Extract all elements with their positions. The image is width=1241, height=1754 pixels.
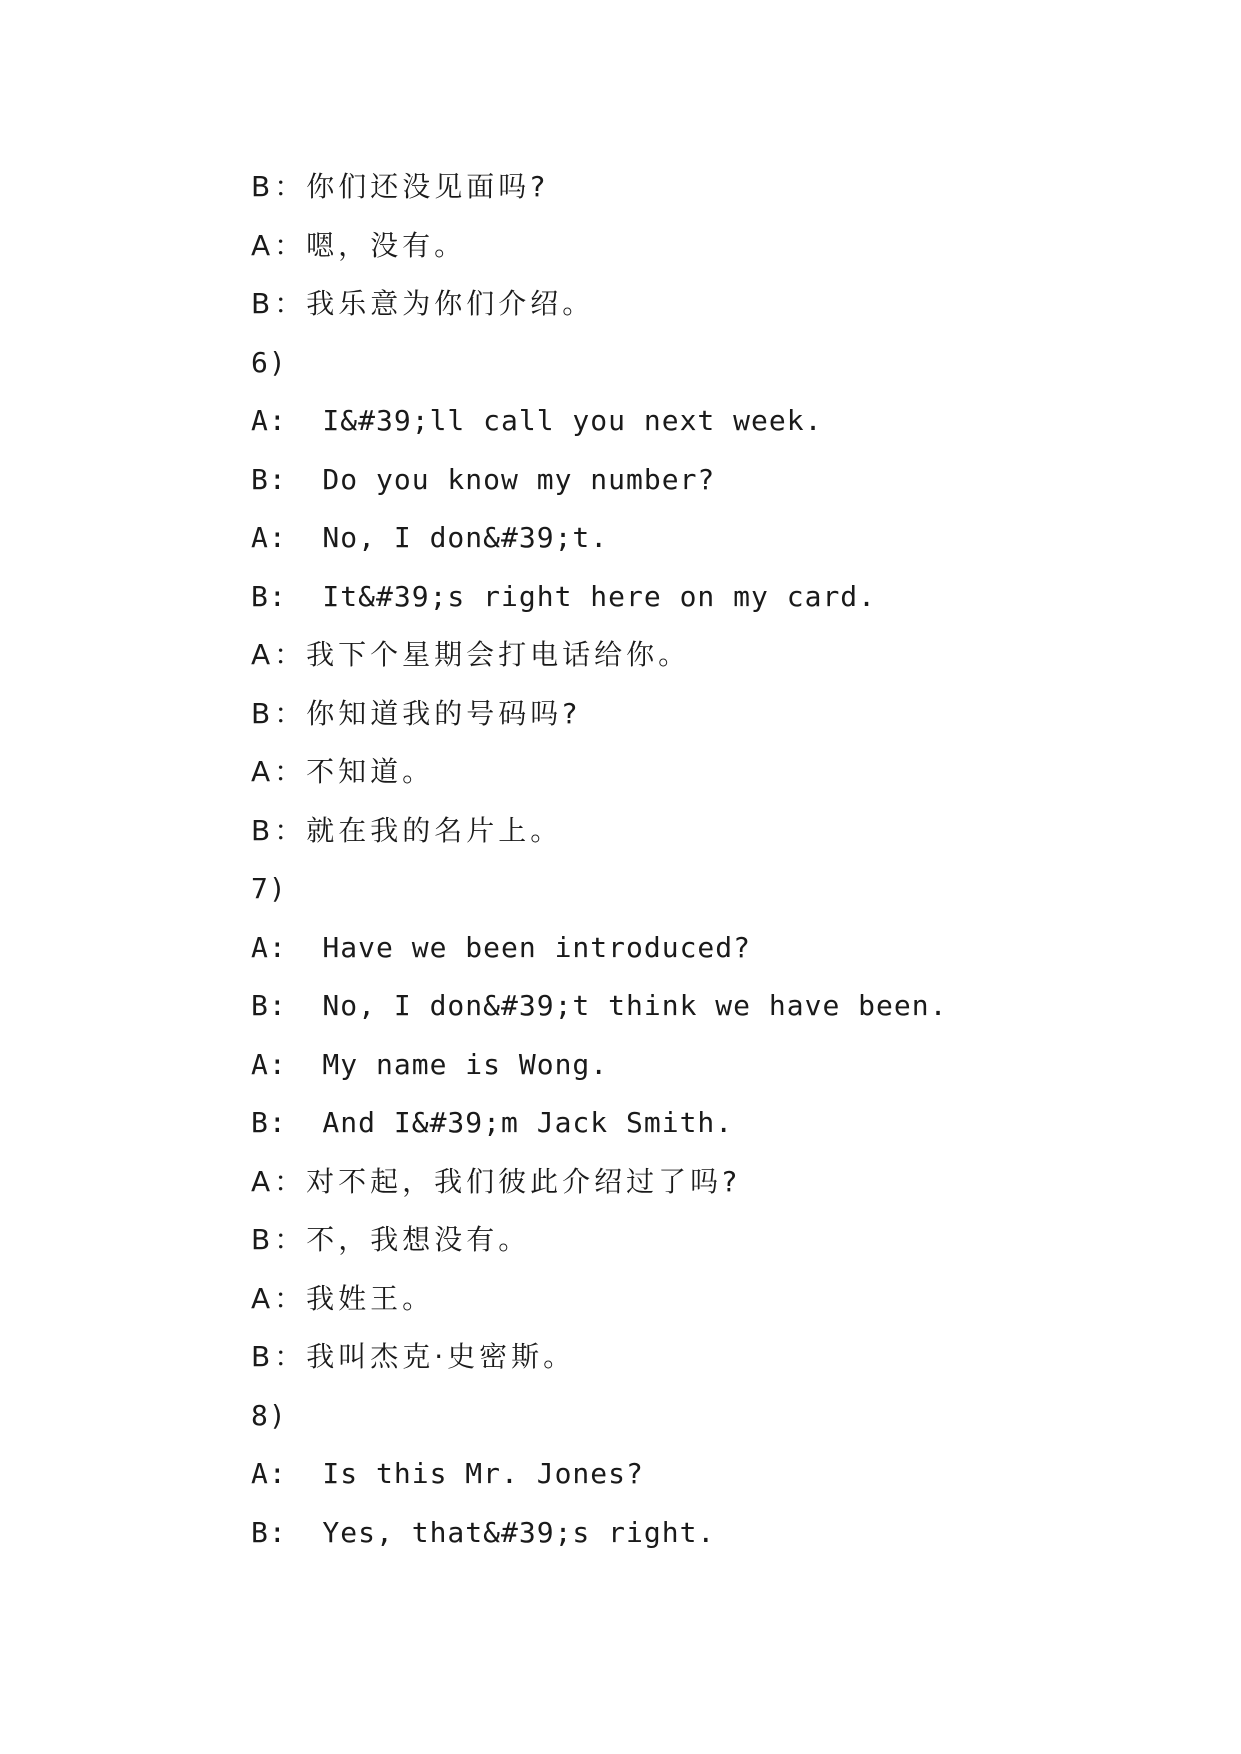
dialogue-line: A：我下个星期会打电话给你。 bbox=[251, 638, 691, 671]
dialogue-line: A: I&#39;ll call you next week. bbox=[251, 404, 823, 437]
dialogue-line: B：不，我想没有。 bbox=[251, 1223, 531, 1256]
dialogue-line: B：我乐意为你们介绍。 bbox=[251, 287, 595, 320]
dialogue-line: A：我姓王。 bbox=[251, 1281, 435, 1315]
dialogue-line: B: Do you know my number? bbox=[251, 462, 716, 496]
dialogue-line: B：就在我的名片上。 bbox=[251, 813, 563, 847]
dialogue-line: B：你们还没见面吗? bbox=[251, 170, 550, 203]
dialogue-line: A：对不起，我们彼此介绍过了吗? bbox=[251, 1164, 742, 1198]
dialogue-line: B: It&#39;s right here on my card. bbox=[251, 579, 877, 613]
section-number: 6) bbox=[251, 345, 287, 379]
dialogue-line: A：嗯，没有。 bbox=[251, 228, 467, 262]
dialogue-line: A: My name is Wong. bbox=[251, 1047, 609, 1081]
dialogue-line: A：不知道。 bbox=[251, 755, 435, 788]
dialogue-line: B：我叫杰克·史密斯。 bbox=[251, 1340, 576, 1373]
dialogue-text bbox=[251, 158, 1191, 1562]
dialogue-line: A: No, I don&#39;t. bbox=[251, 521, 609, 554]
section-number: 7) bbox=[251, 872, 287, 905]
dialogue-line: B: No, I don&#39;t think we have been. bbox=[251, 989, 948, 1022]
dialogue-line: B: Yes, that&#39;s right. bbox=[251, 1515, 716, 1549]
dialogue-line: A: Is this Mr. Jones? bbox=[251, 1457, 644, 1490]
dialogue-line: B: And I&#39;m Jack Smith. bbox=[251, 1106, 734, 1139]
section-number: 8) bbox=[251, 1398, 287, 1432]
dialogue-line: B：你知道我的号码吗? bbox=[251, 696, 582, 730]
dialogue-line: A: Have we been introduced? bbox=[251, 930, 752, 964]
